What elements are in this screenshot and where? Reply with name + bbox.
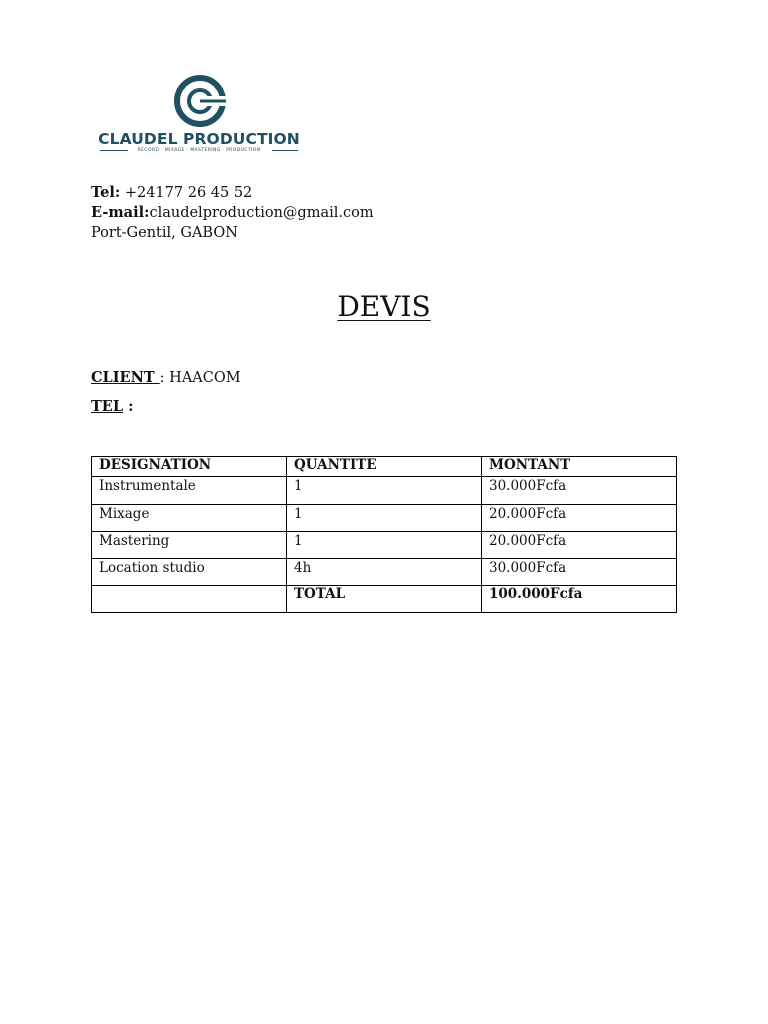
row-quantite: 4h <box>287 559 482 586</box>
logo-company-name: CLAUDEL PRODUCTION <box>98 130 300 148</box>
client-line <box>91 369 241 386</box>
header-montant: MONTANT <box>482 457 677 477</box>
table-row <box>92 505 677 532</box>
logo-right-rule <box>272 150 298 151</box>
email-label: E-mail: <box>91 204 150 221</box>
table-row <box>92 559 677 586</box>
row-designation: Instrumentale <box>92 477 287 505</box>
client-label: CLIENT <box>91 369 160 386</box>
row-quantite: 1 <box>287 532 482 559</box>
row-quantite: 1 <box>287 505 482 532</box>
contact-email <box>91 203 374 223</box>
phone-label: Tel: <box>91 184 121 201</box>
phone-value: +24177 26 45 52 <box>120 185 253 201</box>
total-value: 100.000Fcfa <box>482 586 677 613</box>
header-designation: DESIGNATION <box>92 457 287 477</box>
table-row <box>92 477 677 505</box>
document-title: DEVIS <box>337 290 431 323</box>
row-montant: 20.000Fcfa <box>482 505 677 532</box>
claudel-logo-mark-icon <box>170 74 230 128</box>
header-quantite: QUANTITE <box>287 457 482 477</box>
row-montant: 30.000Fcfa <box>482 477 677 505</box>
contact-address: Port-Gentil, GABON <box>91 225 238 241</box>
row-montant: 20.000Fcfa <box>482 532 677 559</box>
client-separator: : <box>159 370 170 386</box>
row-designation: Mixage <box>92 505 287 532</box>
row-quantite: 1 <box>287 477 482 505</box>
contact-block <box>91 183 374 243</box>
table-total-row <box>92 586 677 613</box>
quote-table <box>91 456 677 613</box>
client-tel-label: TEL <box>91 398 124 415</box>
table-row <box>92 532 677 559</box>
contact-phone <box>91 183 374 203</box>
total-label: TOTAL <box>287 586 482 613</box>
total-empty-cell <box>92 586 287 613</box>
row-montant: 30.000Fcfa <box>482 559 677 586</box>
client-tel-separator: : <box>123 398 134 415</box>
row-designation: Mastering <box>92 532 287 559</box>
row-designation: Location studio <box>92 559 287 586</box>
client-value: HAACOM <box>169 370 241 386</box>
logo-tagline: RECORD · MIXAGE · MASTERING · PRODUCTION <box>137 148 261 153</box>
email-value: claudelproduction@gmail.com <box>149 205 374 221</box>
table-header-row <box>92 457 677 477</box>
client-tel-line <box>91 398 133 415</box>
company-logo <box>96 74 302 156</box>
